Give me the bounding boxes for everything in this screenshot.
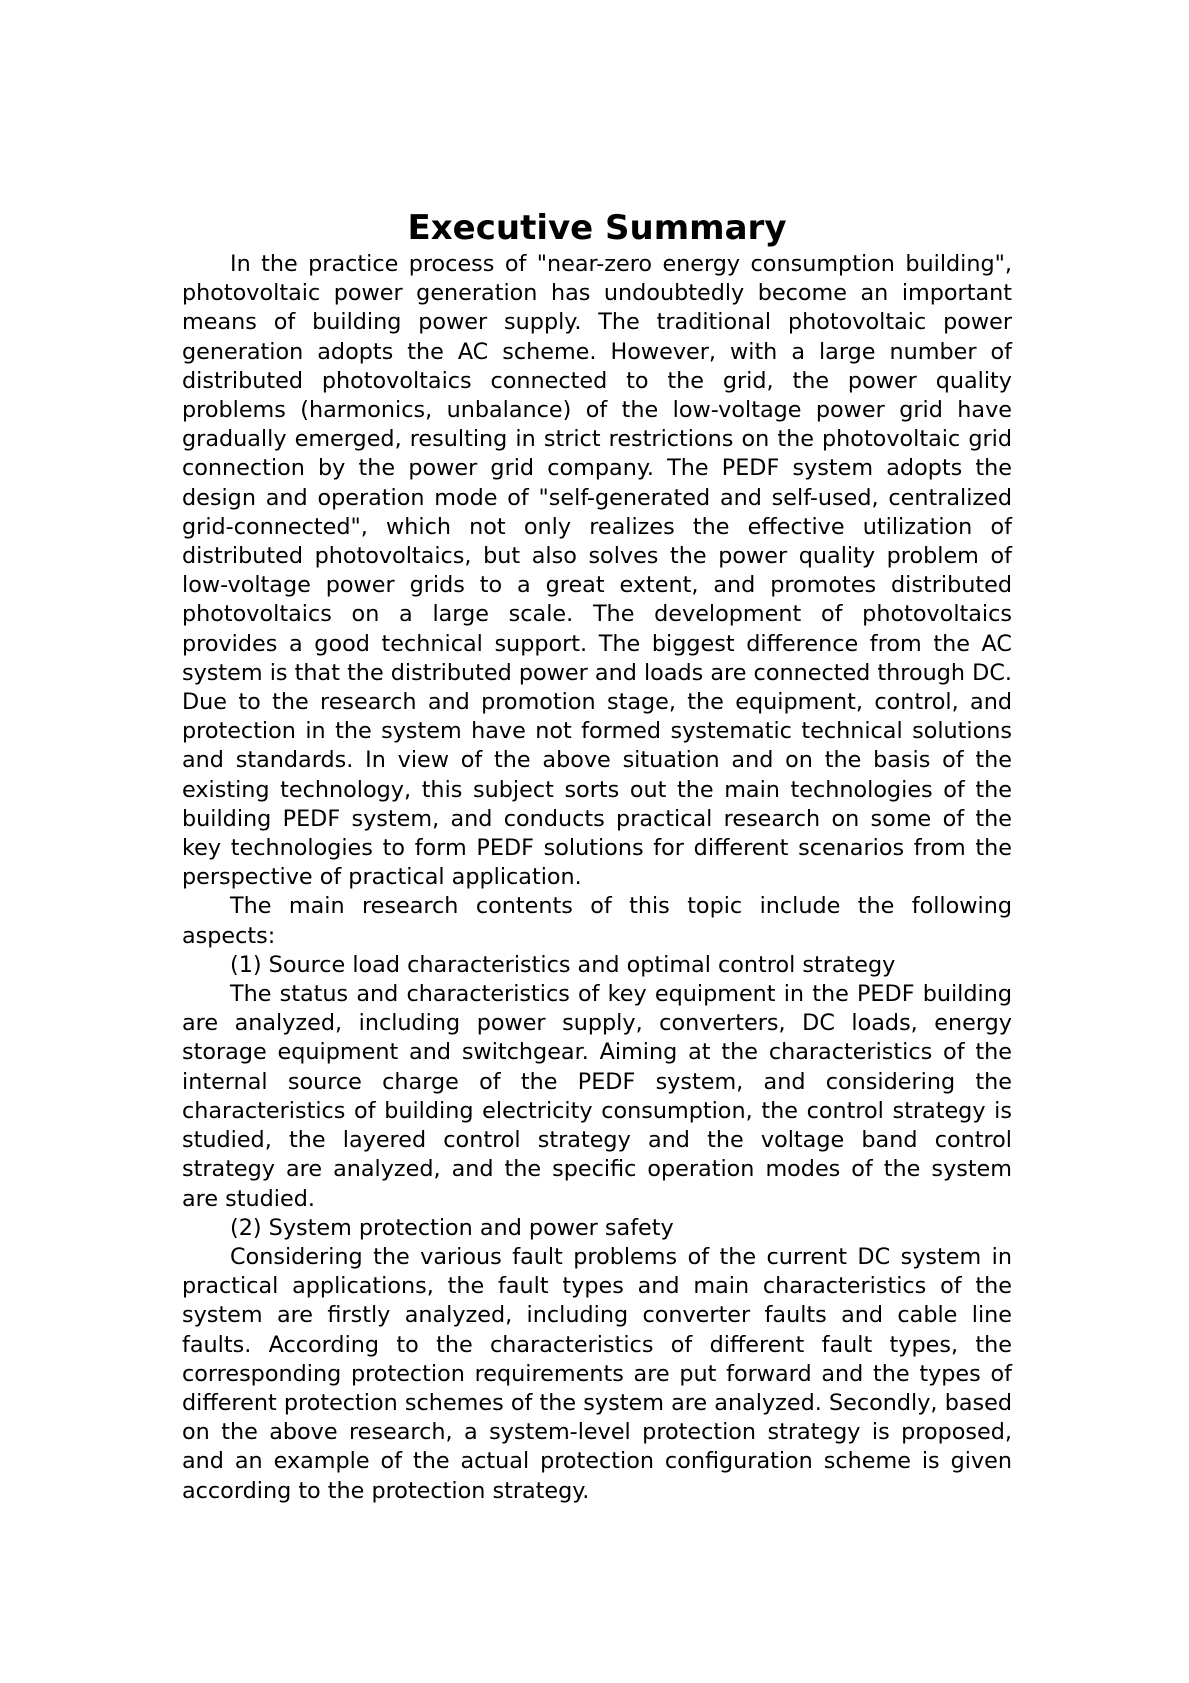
document-page (182, 206, 1012, 1506)
paragraph-source-load: The status and characteristics of key equipment in the PEDF building are analyzed, including power supply, converters, DC loads, energy storage equipment and switchgear. Aiming at the characteristics of the internal source charge of the PEDF system, and considering the characteristics of building electricity consumption, the control strategy is studied, the layered control strategy and the voltage band control strategy are analyzed, and the specific operation modes of the system are studied. (182, 981, 1012, 1212)
section-heading-source-load: (1) Source load characteristics and optimal control strategy (230, 951, 896, 978)
paragraph-research-contents: The main research contents of this topic include the following aspects: (182, 893, 1012, 949)
section-heading-protection: (2) System protection and power safety (230, 1214, 674, 1241)
page-title: Executive Summary (407, 208, 787, 248)
paragraph-intro: In the practice process of "near-zero energy consumption building", photovoltaic power generation has undoubtedly become an important means of building power supply. The traditional photovoltaic power generation adopts the AC scheme. However, with a large number of distributed photovoltaics connected to the grid, the power quality problems (harmonics, unbalance) of the low-voltage power grid have gradually emerged, resulting in strict restrictions on the photovoltaic grid connection by the power grid company. The PEDF system adopts the design and operation mode of "self-generated and self-used, centralized grid-connected", which not only realizes the effective utilization of distributed photovoltaics, but also solves the power quality problem of low-voltage power grids to a great extent, and promotes distributed photovoltaics on a large scale. The development of photovoltaics provides a good technical support. The biggest difference from the AC system is that the distributed power and loads are connected through DC. Due to the research and promotion stage, the equipment, control, and protection in the system have not formed systematic technical solutions and standards. In view of the above situation and on the basis of the existing technology, this subject sorts out the main technologies of the building PEDF system, and conducts practical research on some of the key technologies to form PEDF solutions for different scenarios from the perspective of practical application. (182, 251, 1012, 891)
paragraph-protection: Considering the various fault problems of the current DC system in practical applications, the fault types and main characteristics of the system are firstly analyzed, including converter faults and cable line faults. According to the characteristics of different fault types, the corresponding protection requirements are put forward and the types of different protection schemes of the system are analyzed. Secondly, based on the above research, a system-level protection strategy is proposed, and an example of the actual protection configuration scheme is given according to the protection strategy. (182, 1243, 1012, 1504)
